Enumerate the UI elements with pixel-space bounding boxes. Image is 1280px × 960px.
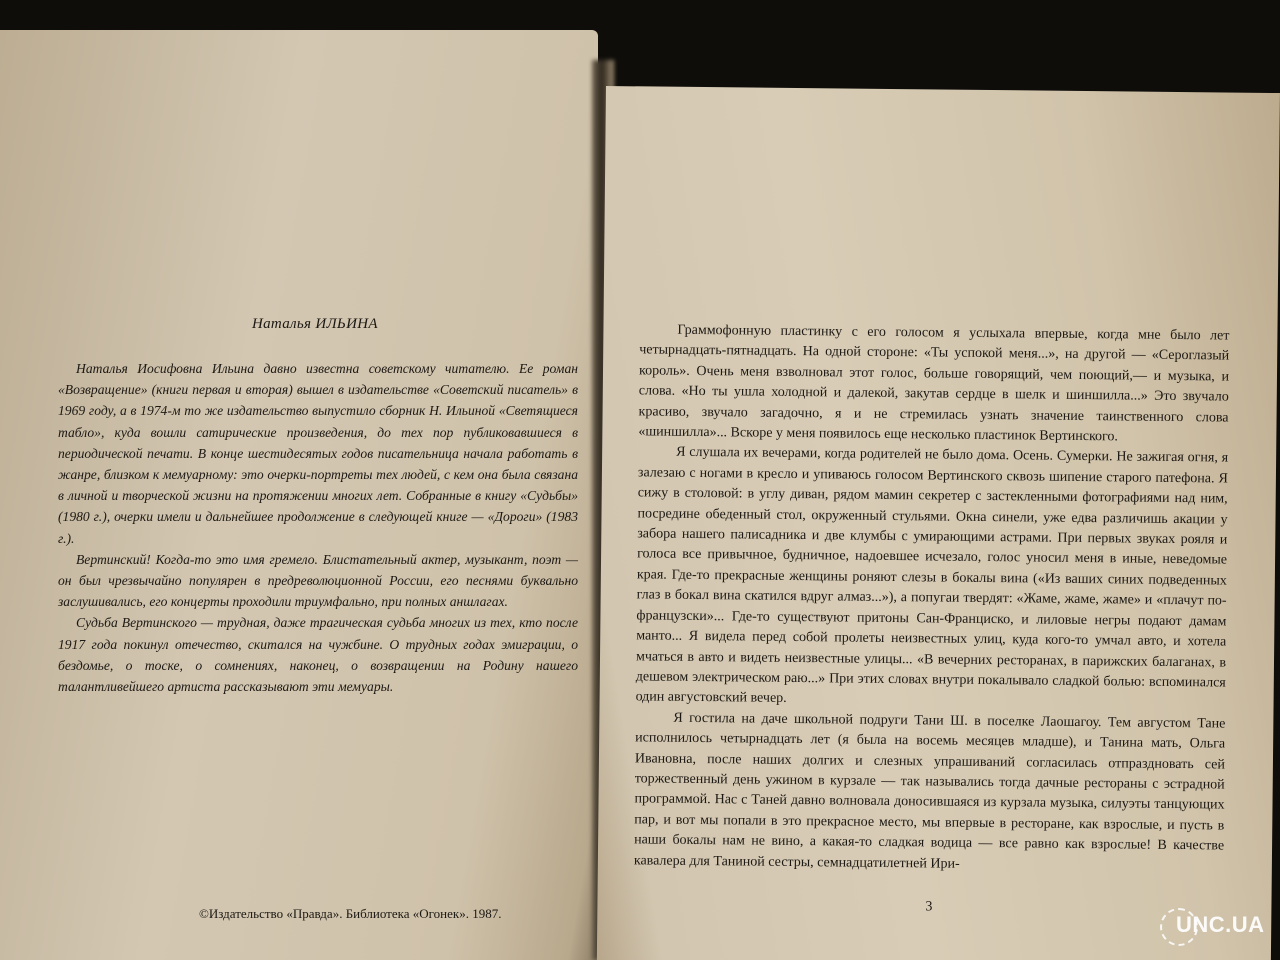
body-text <box>634 320 1230 877</box>
author-title: Наталья ИЛЬИНА <box>252 316 378 332</box>
body-paragraph: Граммофонную пластинку с его голосом я услыхала впервые, когда мне было лет четырнадцать-пятнадцать. На одной стороне: «Ты успокой меня...», на другой — «Сероглазый король». Очень меня взволновал этот голос, больше говорящий, чем поющий,— и музыка, и слова. «Но ты ушла холодной и далекой, закутав сердце в шелк и шиншилла...» Это звучало красиво, звучало загадочно, я и не стремилась узнать значение таинственного слова «шиншилла»... Вскоре у меня появилось еще несколько пластинок Вертинского. <box>638 322 1230 445</box>
page-number: 3 <box>925 899 933 915</box>
watermark <box>1148 904 1278 954</box>
intro-paragraph: Вертинский! Когда-то это имя гремело. Блистательный актер, музыкант, поэт — он был чрезвычайно популярен в предреволюционной России, его песнями буквально заслушивались, его концерты проходили триумфально, при полных аншлагах. <box>58 551 578 610</box>
intro-paragraph: Наталья Иосифовна Ильина давно известна советскому читателю. Ее роман «Возвращение» (книги первая и вторая) вышел в издательстве «Советский писатель» в 1969 году, а в 1974-м то же издательство выпустило сборник Н. Ильиной «Светящиеся табло», куда вошли сатирические произведения, до тех пор публиковавшиеся в периодической печати. В конце шестидесятых годов писательница начала работать в жанре, близком к мемуарному: это очерки-портреты тех людей, с кем она была связана в личной и творческой жизни на протяжении многих лет. Собранные в книгу «Судьбы» (1980 г.), очерки имели и дальнейшее продолжение в следующей книге — «Дороги» (1983 г.). <box>58 361 578 546</box>
intro-text <box>58 358 578 697</box>
right-page <box>597 86 1280 960</box>
copyright-line: ©Издательство «Правда». Библиотека «Огонек». 1987. <box>199 906 502 921</box>
intro-paragraph: Судьба Вертинского — трудная, даже трагическая судьба многих из тех, кто после 1917 года покинул отечество, скитался на чужбине. О трудных годах эмиграции, о бездомье, о тоске, о сомнениях, наконец, о возвращении на Родину нашего талантливейшего артиста рассказывают эти мемуары. <box>58 615 578 695</box>
left-page <box>0 30 598 960</box>
watermark-text: UNC.UA <box>1176 912 1265 937</box>
body-paragraph: Я гостила на даче школьной подруги Тани Ш. в поселке Лаошагоу. Тем августом Тане исполнилось четырнадцать лет (я была на восемь месяцев младше), и Танина мать, Ольга Ивановна, после наших долгих и слезных упрашиваний согласилась отпраздновать сей торжественный день ужином в курзале — так назывались тогда дачные рестораны с эстрадной программой. Нас с Таней давно волновала доносившаяся из курзала музыка, силуэты танцующих пар, и вот мы попали в это прекрасное место, мы впервые в ресторане, как взрослые, и пусть в наши бокалы нам не вино, а какая-то сладкая водица — все равно как взрослые! В качестве кавалера для Таниной сестры, семнадцатилетней Ири- <box>633 710 1226 872</box>
body-paragraph: Я слушала их вечерами, когда родителей не было дома. Осень. Сумерки. Не зажигая огня, я залезаю с ногами в кресло и упиваюсь голосом Вертинского сквозь шипение старого патефона. Я сижу в столовой: в углу диван, рядом мамин секретер с застекленными фотографиями над ним, посредине обеденный стол, окруженный стульями. Окна синели, уже едва различишь акации у забора нашего палисадника и две клумбы с умирающими астрами. При первых звуках рояля и голоса все привычное, будничное, надоевшее исчезало, голос уносил меня в иные, неведомые края. Где-то прекрасные женщины роняют слезы в бокалы вина («Из ваших синих подведенных глаз в бокал вина скатился вдруг алмаз...»), а попугаи твердят: «Жаме, жаме, жаме» и «плачут по-французски»... Где-то существуют притоны Сан-Франциско, и лиловые негры подают дамам манто... Я видела перед собой пролеты неизвестных улиц, куда кого-то умчал авто, и хотела мчаться в авто и видеть неизвестные улицы... «В вечерних ресторанах, в парижских балаганах, в дешевом электрическом раю...» При этих словах внутри покалывало сладкой болью: вспоминался один августовский вечер. <box>635 445 1229 707</box>
